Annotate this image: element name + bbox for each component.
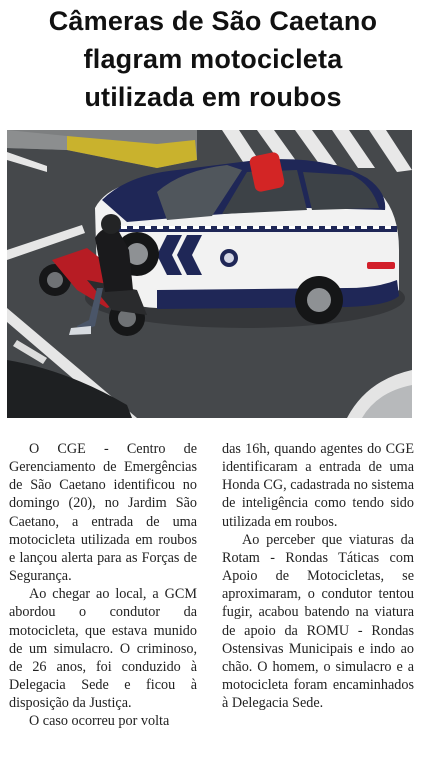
headline: [0, 2, 426, 116]
article-column-left: [9, 440, 197, 731]
paragraph: O CGE - Centro de Gerenciamento de Emergências de São Caetano identificou no domingo (20), no Jardim São Caetano, a entrada de uma motocicleta utilizada em roubos e lançou alerta para as Forças de Segurança.: [9, 441, 197, 585]
paragraph: Ao perceber que viaturas da Rotam - Rondas Táticas com Apoio de Motocicletas, se aproximaram, o condutor tentou fugir, acabou batendo na viatura de apoio da ROMU - Rondas Ostensivas Municipais e indo ao chão. O homem, o simulacro e a motocicleta foram encaminhados à Delegacia Sede.: [222, 531, 414, 712]
paragraph-continued: das 16h, quando agentes do CGE identificaram a entrada de uma Honda CG, cadastrada no sistema de inteligência como tendo sido utilizada em roubos.: [222, 441, 414, 530]
headline-line-2: flagram motocicleta: [83, 44, 343, 74]
headline-line-1: Câmeras de São Caetano: [48, 6, 378, 36]
headline-line-3: utilizada em roubos: [84, 82, 342, 112]
paragraph: Ao chegar ao local, a GCM abordou o condutor da motocicleta, que estava munido de um simulacro. O criminoso, de 26 anos, foi conduzido à Delegacia Sede e ficou à disposição da Justiça.: [9, 586, 197, 712]
article-column-right: [222, 440, 414, 712]
article-photo: [7, 130, 412, 418]
paragraph: O caso ocorreu por volta: [29, 713, 170, 730]
